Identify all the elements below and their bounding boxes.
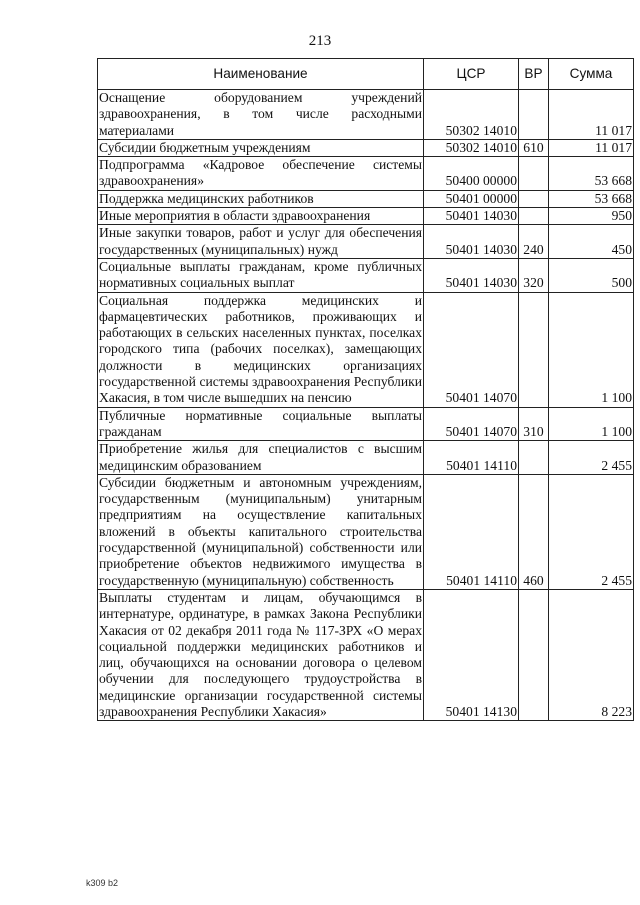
cell-vr bbox=[519, 208, 549, 225]
cell-name: Иные мероприятия в области здравоохранения bbox=[98, 208, 424, 225]
cell-name: Субсидии бюджетным учреждениям bbox=[98, 139, 424, 156]
cell-csr: 50401 14070 bbox=[424, 407, 519, 441]
table-row bbox=[98, 292, 634, 407]
budget-table bbox=[97, 58, 634, 721]
cell-name: Поддержка медицинских работников bbox=[98, 190, 424, 207]
cell-name: Приобретение жилья для специалистов с высшим медицинским образованием bbox=[99, 441, 422, 473]
cell-sum: 2 455 bbox=[549, 441, 634, 475]
table-row bbox=[98, 157, 634, 191]
header-sum: Сумма bbox=[549, 59, 634, 90]
cell-sum: 500 bbox=[549, 258, 634, 292]
table-row bbox=[98, 190, 634, 207]
cell-vr bbox=[519, 589, 549, 720]
cell-vr bbox=[519, 190, 549, 207]
table-row bbox=[98, 258, 634, 292]
header-name: Наименование bbox=[98, 59, 424, 90]
cell-sum: 950 bbox=[549, 208, 634, 225]
cell-csr: 50401 14030 bbox=[424, 208, 519, 225]
cell-csr: 50302 14010 bbox=[424, 139, 519, 156]
table-row bbox=[98, 139, 634, 156]
cell-csr: 50401 00000 bbox=[424, 190, 519, 207]
cell-csr: 50401 14030 bbox=[424, 225, 519, 259]
table-row bbox=[98, 407, 634, 441]
cell-sum: 11 017 bbox=[549, 90, 634, 140]
cell-name: Публичные нормативные социальные выплаты гражданам bbox=[99, 407, 422, 439]
cell-vr: 310 bbox=[519, 407, 549, 441]
cell-sum: 1 100 bbox=[549, 407, 634, 441]
cell-csr: 50401 14030 bbox=[424, 258, 519, 292]
cell-name: Оснащение оборудованием учреждений здравоохранения, в том числе расходными материалами bbox=[99, 90, 422, 138]
cell-csr: 50401 14110 bbox=[424, 441, 519, 475]
cell-sum: 53 668 bbox=[549, 190, 634, 207]
cell-name: Иные закупки товаров, работ и услуг для обеспечения государственных (муниципальных) нужд bbox=[99, 225, 422, 257]
footer-code: k309 b2 bbox=[86, 878, 119, 888]
cell-sum: 8 223 bbox=[549, 589, 634, 720]
cell-csr: 50401 14130 bbox=[424, 589, 519, 720]
cell-csr: 50401 14070 bbox=[424, 292, 519, 407]
table-row bbox=[98, 225, 634, 259]
page-number: 213 bbox=[308, 33, 332, 49]
table-row bbox=[98, 208, 634, 225]
cell-vr: 320 bbox=[519, 258, 549, 292]
cell-csr: 50302 14010 bbox=[424, 90, 519, 140]
cell-sum: 2 455 bbox=[549, 474, 634, 589]
cell-name: Социальная поддержка медицинских и фармацевтических работников, проживающих и работающих в сельских населенных пунктах, поселках городского типа (рабочих поселках), замещающих должности в медицинских организациях государственной системы здравоохранения Республики Хакасия, в том числе вышедших на пенсию bbox=[99, 292, 422, 406]
cell-vr bbox=[519, 90, 549, 140]
cell-vr: 610 bbox=[519, 139, 549, 156]
table-row bbox=[98, 589, 634, 720]
cell-sum: 450 bbox=[549, 225, 634, 259]
table-row bbox=[98, 90, 634, 140]
cell-vr bbox=[519, 157, 549, 191]
cell-name: Выплаты студентам и лицам, обучающимся в интернатуре, ординатуре, в рамках Закона Республики Хакасия от 02 декабря 2011 года № 117-ЗРХ «О мерах социальной поддержки медицинских работников и лиц, обучающихся на основании договора о целевом обучении для последующего трудоустройства в медицинские организации государственной системы здравоохранения Республики Хакасия» bbox=[99, 589, 422, 719]
cell-name: Социальные выплаты гражданам, кроме публичных нормативных социальных выплат bbox=[99, 258, 422, 291]
table-body bbox=[98, 90, 634, 721]
cell-csr: 50401 14110 bbox=[424, 474, 519, 589]
cell-vr: 240 bbox=[519, 225, 549, 259]
cell-vr bbox=[519, 441, 549, 475]
cell-vr: 460 bbox=[519, 474, 549, 589]
table-row bbox=[98, 474, 634, 589]
table-header-row bbox=[98, 59, 634, 90]
cell-sum: 11 017 bbox=[549, 139, 634, 156]
header-vr: ВР bbox=[519, 59, 549, 90]
cell-vr bbox=[519, 292, 549, 407]
header-csr: ЦСР bbox=[424, 59, 519, 90]
cell-name: Подпрограмма «Кадровое обеспечение системы здравоохранения» bbox=[99, 157, 422, 189]
cell-name: Субсидии бюджетным и автономным учреждениям, государственным (муниципальным) унитарным предприятиям на осуществление капитальных вложений в объекты капитального строительства государственной (муниципальной) собственности или приобретение объектов недвижимого имущества в государственную (муниципальную) собственность bbox=[99, 474, 422, 588]
cell-sum: 1 100 bbox=[549, 292, 634, 407]
table-row bbox=[98, 441, 634, 475]
cell-csr: 50400 00000 bbox=[424, 157, 519, 191]
cell-sum: 53 668 bbox=[549, 157, 634, 191]
